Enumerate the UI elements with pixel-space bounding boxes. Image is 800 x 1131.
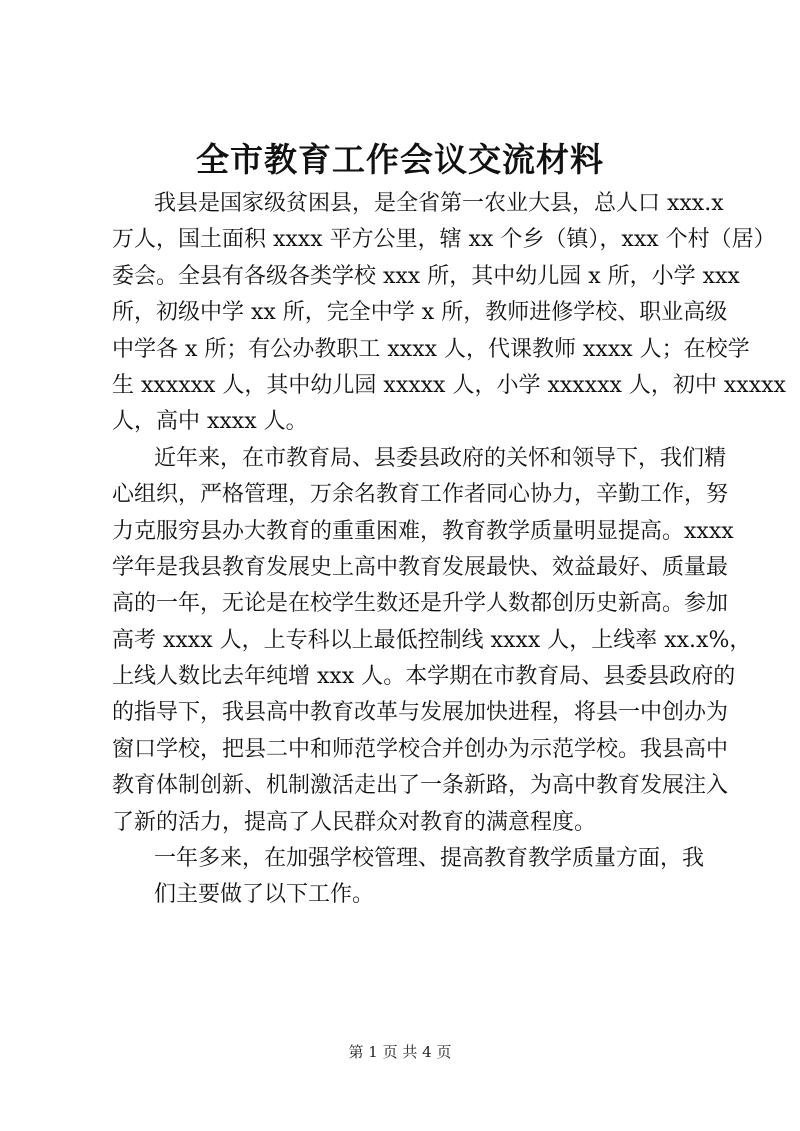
paragraph-line: 人，高中 xxxx 人。	[112, 409, 308, 435]
paragraph-line: 的指导下，我县高中教育改革与发展加快进程，将县一中创办为	[112, 700, 729, 726]
paragraph-line: 了新的活力，提高了人民群众对教育的满意程度。	[112, 809, 597, 835]
paragraph-line: 一年多来，在加强学校管理、提高教育教学质量方面，我	[154, 846, 705, 872]
paragraph-line: 学年是我县教育发展史上高中教育发展最快、效益最好、质量最	[112, 554, 729, 580]
document-body	[112, 186, 786, 914]
paragraph-line: 我县是国家级贫困县，是全省第一农业大县，总人口 xxx.x	[154, 191, 724, 216]
paragraph-line: 上线人数比去年纯增 xxx 人。本学期在市教育局、县委县政府的	[112, 664, 736, 690]
paragraph-line: 们主要做了以下工作。	[154, 882, 375, 908]
paragraph-line: 力克服穷县办大教育的重重困难，教育教学质量明显提高。xxxx	[112, 518, 734, 544]
paragraph-line: 高考 xxxx 人，上专科以上最低控制线 xxxx 人，上线率 xx.x%，	[112, 627, 752, 653]
document-title: 全市教育工作会议交流材料	[196, 140, 604, 179]
paragraph-line: 中学各 x 所；有公办教职工 xxxx 人，代课教师 xxxx 人；在校学	[112, 336, 750, 362]
paragraph-line: 近年来，在市教育局、县委县政府的关怀和领导下，我们精	[154, 445, 727, 471]
paragraph-line: 委会。全县有各级各类学校 xxx 所，其中幼儿园 x 所，小学 xxx	[112, 263, 740, 289]
paragraph-line: 所，初级中学 xx 所，完全中学 x 所，教师进修学校、职业高级	[112, 300, 728, 326]
paragraph-line: 万人，国土面积 xxxx 平方公里，辖 xx 个乡（镇），xxx 个村（居）	[112, 227, 776, 253]
paragraph-line: 生 xxxxxx 人，其中幼儿园 xxxxx 人，小学 xxxxxx 人，初中 xxxxx	[112, 372, 786, 398]
page-indicator: 第 1 页 共 4 页	[348, 1043, 452, 1061]
paragraph-line: 教育体制创新、机制激活走出了一条新路，为高中教育发展注入	[112, 773, 729, 799]
paragraph-line: 高的一年，无论是在校学生数还是升学人数都创历史新高。参加	[112, 591, 729, 617]
paragraph-line: 窗口学校，把县二中和师范学校合并创办为示范学校。我县高中	[112, 736, 729, 762]
paragraph-line: 心组织，严格管理，万余名教育工作者同心协力，辛勤工作，努	[112, 482, 729, 508]
